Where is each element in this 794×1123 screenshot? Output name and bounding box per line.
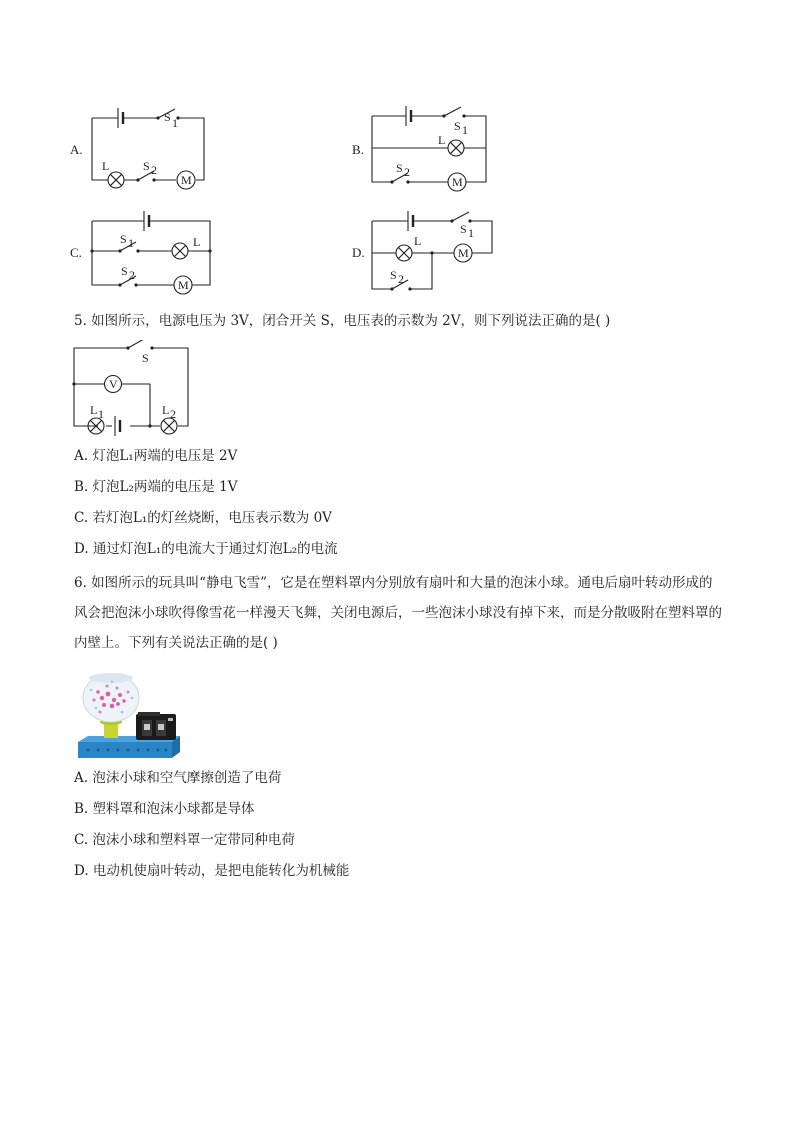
circuit-c-motor-label: M [178, 278, 189, 292]
circuit-a-s1-label: S [164, 110, 171, 124]
circuit-c-lamp-label: L [193, 235, 201, 249]
circuit-b-motor-label: M [452, 175, 463, 189]
circuit-b-lamp-label: L [438, 133, 446, 147]
circuit-d-diagram [368, 203, 496, 299]
circuit-a-motor-label: M [181, 173, 192, 187]
q6-option-c: C. 泡沫小球和塑料罩一定带同种电荷 [74, 832, 295, 848]
circuit-d-lamp-label: L [414, 234, 422, 248]
circuit-b-s1-label: S [454, 119, 461, 133]
q5-option-a: A. 灯泡L₁两端的电压是 2V [74, 448, 238, 464]
circuit-d-s1-label: S [460, 222, 467, 236]
circuit-d-s1-sub: 1 [468, 226, 474, 240]
circuit-c-s2-label: S [121, 264, 128, 278]
circuit-c-s1-label: S [120, 232, 127, 246]
q5-switch-label: S [142, 351, 149, 365]
q5-l2-label: L [162, 403, 170, 417]
q5-option-b: B. 灯泡L₂两端的电压是 1V [74, 479, 238, 495]
q5-l1-sub: 1 [98, 407, 104, 421]
option-d-letter: D. [352, 245, 365, 260]
circuit-c-diagram [88, 203, 214, 299]
q6-option-b: B. 塑料罩和泡沫小球都是导体 [74, 801, 255, 817]
circuit-b-s2-label: S [396, 161, 403, 175]
circuit-d-s2-sub: 2 [398, 272, 404, 286]
q5-voltmeter-label: V [109, 377, 118, 391]
circuit-b-s2-sub: 2 [404, 165, 410, 179]
option-c-letter: C. [70, 245, 82, 260]
circuit-d-motor-label: M [458, 246, 469, 260]
circuit-a-lamp-label: L [102, 159, 110, 173]
option-b-letter: B. [352, 142, 364, 157]
q5-option-c: C. 若灯泡L₁的灯丝烧断，电压表示数为 0V [74, 510, 332, 526]
circuit-a-s2-sub: 2 [151, 163, 157, 177]
circuit-b-s1-sub: 1 [462, 123, 468, 137]
static-snow-toy-photo [74, 668, 194, 764]
option-a-letter: A. [70, 142, 83, 157]
circuit-a-s2-label: S [143, 159, 150, 173]
circuit-d-s2-label: S [390, 268, 397, 282]
q6-stem: 6. 如图所示的玩具叫“静电飞雪”，它是在塑料罩内分别放有扇叶和大量的泡沫小球。通电后扇叶转动形成的风会把泡沫小球吹得像雪花一样漫天飞舞，关闭电源后，一些泡沫小球没有掉下来，而是分散吸附在塑料罩的内壁上。下列有关说法正确的是( ) [74, 575, 722, 651]
q5-stem: 5. 如图所示，电源电压为 3V，闭合开关 S，电压表的示数为 2V，则下列说法正确的是( ) [74, 313, 611, 329]
circuit-c-s2-sub: 2 [129, 268, 135, 282]
circuit-a-s1-sub: 1 [172, 116, 178, 130]
circuit-b-diagram [370, 100, 492, 192]
q6-option-a: A. 泡沫小球和空气摩擦创造了电荷 [74, 770, 282, 786]
q5-l1-label: L [90, 403, 98, 417]
q5-circuit-diagram [70, 340, 196, 440]
circuit-c-s1-sub: 1 [128, 236, 134, 250]
q5-option-d: D. 通过灯泡L₁的电流大于通过灯泡L₂的电流 [74, 541, 338, 557]
q5-l2-sub: 2 [170, 407, 176, 421]
circuit-a-diagram [88, 100, 210, 192]
q6-option-d: D. 电动机使扇叶转动，是把电能转化为机械能 [74, 863, 350, 879]
